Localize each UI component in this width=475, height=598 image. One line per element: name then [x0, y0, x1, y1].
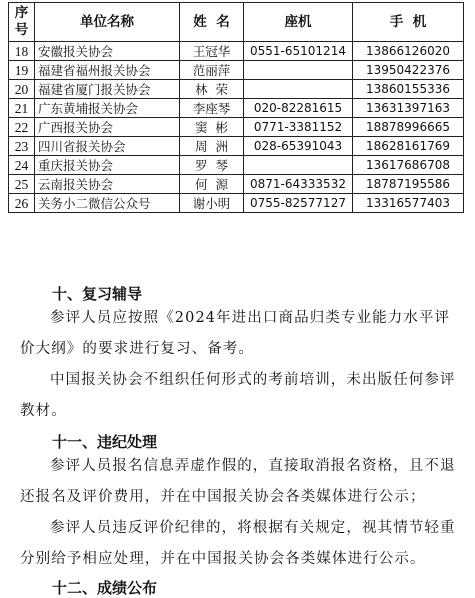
row-unit: 广东黄埔报关协会	[35, 99, 180, 118]
section-heading-results: 十二、成绩公布	[52, 579, 158, 597]
row-unit: 福建省福州报关协会	[35, 61, 180, 80]
paragraph-review-syllabus: 参评人员应按照《2024年进出口商品归类专业能力水平评价大纲》的要求进行复习、备考。	[20, 310, 451, 357]
row-mobile: 13866126020	[353, 42, 464, 61]
header-serial-line1: 序	[14, 5, 29, 21]
row-landline	[244, 61, 353, 80]
table-row	[9, 137, 464, 156]
table-row	[9, 61, 464, 80]
table-row	[9, 175, 464, 194]
row-mobile: 18878996665	[353, 118, 464, 137]
row-mobile: 13631397163	[353, 99, 464, 118]
paragraph-violations-fraud: 参评人员报名信息弄虚作假的，直接取消报名资格，且不退还报名及评价费用，并在中国报关协会各类媒体进行公示；	[20, 458, 456, 505]
table-row	[9, 194, 464, 213]
table-header-row	[9, 3, 464, 42]
row-number: 26	[9, 194, 35, 213]
row-mobile: 18628161769	[353, 137, 464, 156]
row-unit: 广西报关协会	[35, 118, 180, 137]
row-unit: 安徽报关协会	[35, 42, 180, 61]
row-number: 22	[9, 118, 35, 137]
row-number: 23	[9, 137, 35, 156]
row-person: 罗 琴	[180, 156, 244, 175]
section-heading-violations: 十一、违纪处理	[52, 433, 158, 451]
row-mobile: 18787195586	[353, 175, 464, 194]
row-person: 窦 彬	[180, 118, 244, 137]
row-landline: 0551-65101214	[244, 42, 353, 61]
row-number: 24	[9, 156, 35, 175]
row-unit: 重庆报关协会	[35, 156, 180, 175]
table-row	[9, 80, 464, 99]
row-number: 25	[9, 175, 35, 194]
row-landline: 0755-82577127	[244, 194, 353, 213]
row-landline: 0771-3381152	[244, 118, 353, 137]
row-landline: 0871-64333532	[244, 175, 353, 194]
row-person: 范丽萍	[180, 61, 244, 80]
table-row	[9, 118, 464, 137]
header-unit-name: 单位名称	[35, 3, 180, 42]
header-person-name: 姓 名	[180, 3, 244, 42]
row-mobile: 13316577403	[353, 194, 464, 213]
row-unit: 关务小二微信公众号	[35, 194, 180, 213]
row-number: 19	[9, 61, 35, 80]
header-landline: 座机	[244, 3, 353, 42]
table-row	[9, 99, 464, 118]
row-person: 李座琴	[180, 99, 244, 118]
paragraph-review-training: 中国报关协会不组织任何形式的考前培训，未出版任何参评教材。	[20, 372, 456, 419]
row-unit: 福建省厦门报关协会	[35, 80, 180, 99]
header-mobile: 手 机	[353, 3, 464, 42]
row-person: 林 荣	[180, 80, 244, 99]
row-person: 王冠华	[180, 42, 244, 61]
contact-table	[8, 2, 464, 213]
row-landline: 028-65391043	[244, 137, 353, 156]
row-mobile: 13950422376	[353, 61, 464, 80]
section-heading-review: 十、复习辅导	[52, 285, 143, 303]
row-number: 18	[9, 42, 35, 61]
row-mobile: 13617686708	[353, 156, 464, 175]
paragraph-violations-discipline: 参评人员违反评价纪律的，将根据有关规定，视其情节轻重分别给予相应处理，并在中国报关协会各类媒体进行公示。	[20, 520, 456, 567]
table-row	[9, 42, 464, 61]
row-number: 21	[9, 99, 35, 118]
row-unit: 云南报关协会	[35, 175, 180, 194]
row-landline: 020-82281615	[244, 99, 353, 118]
row-landline	[244, 156, 353, 175]
table-row	[9, 156, 464, 175]
row-person: 何 源	[180, 175, 244, 194]
row-person: 周 洲	[180, 137, 244, 156]
row-mobile: 13860155336	[353, 80, 464, 99]
header-serial-number	[9, 3, 35, 42]
row-unit: 四川省报关协会	[35, 137, 180, 156]
row-number: 20	[9, 80, 35, 99]
header-serial-line2: 号	[14, 22, 29, 38]
row-person: 谢小明	[180, 194, 244, 213]
row-landline	[244, 80, 353, 99]
